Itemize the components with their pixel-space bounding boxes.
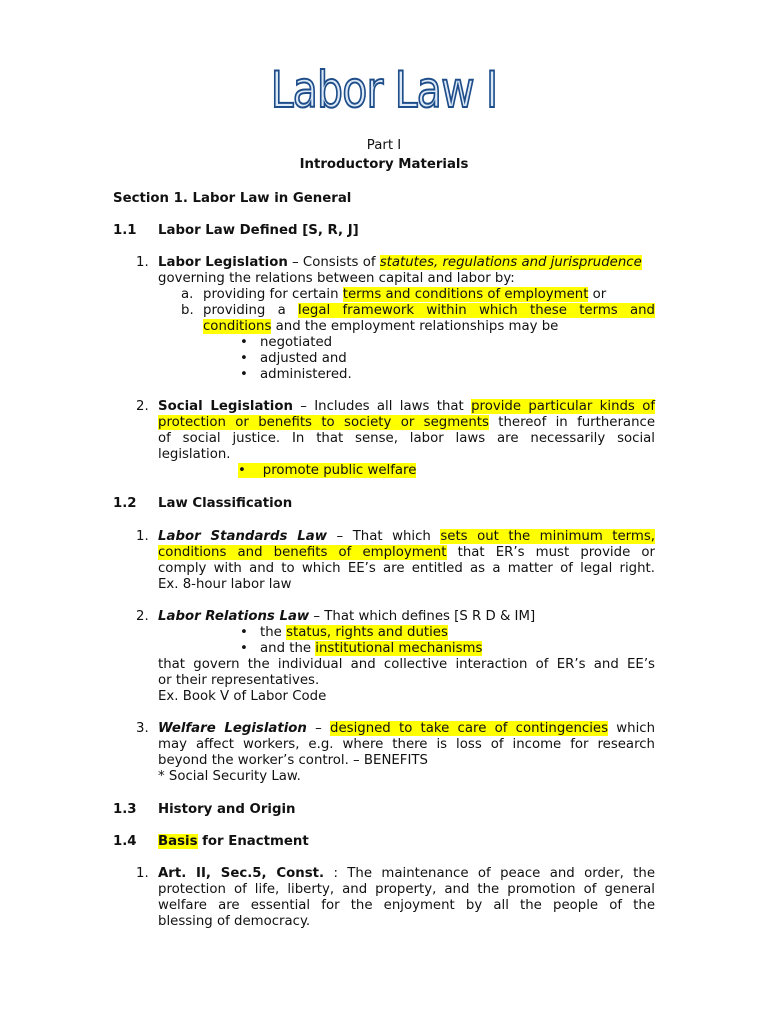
sub-item <box>203 287 606 303</box>
subsection-title <box>158 834 309 850</box>
text: – <box>306 721 331 736</box>
text-line: governing the relations between capital and labor by: <box>158 271 515 286</box>
highlight: sets out the minimum terms, <box>440 529 656 544</box>
term: Labor Standards Law <box>158 529 328 544</box>
text: – Consists of <box>287 255 380 270</box>
text-line: protection of life, liberty, and property, and the promotion of general <box>158 882 655 897</box>
highlight: conditions and benefits of employment <box>158 545 447 560</box>
text-line <box>158 415 655 431</box>
list-item <box>158 609 535 625</box>
text-line: may affect workers, e.g. where there is loss of income for research <box>158 737 655 752</box>
text: for Enactment <box>197 834 309 849</box>
sub-item-cont <box>203 319 558 335</box>
text-line: Ex. 8-hour labor law <box>158 577 292 592</box>
highlight: institutional mechanisms <box>315 641 483 656</box>
term: Welfare Legislation <box>158 721 307 736</box>
highlight: Basis <box>158 834 198 849</box>
term: Labor Relations Law <box>158 609 310 624</box>
subsection-number: 1.2 <box>113 496 137 511</box>
text-line: Ex. Book V of Labor Code <box>158 689 327 704</box>
highlight: • promote public welfare <box>238 463 417 478</box>
item-number: 2. <box>136 609 149 624</box>
text-line: of social justice. In that sense, labor laws are necessarily social <box>158 431 655 446</box>
sub-item-label: a. <box>181 287 194 302</box>
text: – Includes all laws that <box>292 399 472 414</box>
subsection-title: Law Classification <box>158 496 293 511</box>
text: which <box>608 721 655 736</box>
bullet-item: • administered. <box>260 367 352 383</box>
text: or <box>588 287 607 302</box>
highlight: terms and conditions of employment <box>342 287 589 302</box>
text-line: * Social Security Law. <box>158 769 301 784</box>
text: the <box>260 625 287 640</box>
highlight: designed to take care of contingencies <box>330 721 609 736</box>
bullet-item <box>238 463 416 479</box>
list-item <box>158 866 655 882</box>
text: : The maintenance of peace and order, the <box>324 866 656 881</box>
text: thereof in furtherance <box>488 415 655 430</box>
text-line: welfare are essential for the enjoyment by all the people of the <box>158 898 655 913</box>
text-line <box>158 545 655 561</box>
list-item <box>158 529 655 545</box>
text: – That which <box>327 529 441 544</box>
item-number: 1. <box>136 529 149 544</box>
item-number: 2. <box>136 399 149 414</box>
bullet-item <box>260 625 448 641</box>
text-line: beyond the worker’s control. – BENEFITS <box>158 753 428 768</box>
text-line: that govern the individual and collective interaction of ER’s and EE’s <box>158 657 655 672</box>
subsection-number: 1.3 <box>113 802 137 817</box>
text: providing for certain <box>203 287 343 302</box>
text: and the employment relationships may be <box>271 319 559 334</box>
list-item <box>158 255 642 271</box>
text: – That which defines [S R D & IM] <box>309 609 536 624</box>
term: Social Legislation <box>158 399 293 414</box>
term: Labor Legislation <box>158 255 288 270</box>
bullet-item <box>260 641 482 657</box>
part-title: Introductory Materials <box>299 157 469 172</box>
highlight: provide particular kinds of <box>471 399 656 414</box>
bullet-item: • negotiated <box>260 335 332 351</box>
text-line: blessing of democracy. <box>158 914 311 929</box>
highlight: protection or benefits to society or segments <box>158 415 489 430</box>
subsection-title: History and Origin <box>158 802 296 817</box>
section-heading: Section 1. Labor Law in General <box>113 191 352 206</box>
document-title: Labor Law I <box>270 61 498 119</box>
subsection-title: Labor Law Defined [S, R, J] <box>158 223 359 238</box>
text-line: legislation. <box>158 447 231 462</box>
sub-item-label: b. <box>181 303 194 318</box>
text: promote public welfare <box>262 463 417 478</box>
highlight: conditions <box>203 319 272 334</box>
highlight: status, rights and duties <box>286 625 448 640</box>
item-number: 1. <box>136 866 149 881</box>
text: and the <box>260 641 316 656</box>
text: providing a <box>203 303 299 318</box>
subsection-number: 1.4 <box>113 834 137 849</box>
text-line: comply with and to which EE’s are entitled as a matter of legal right. <box>158 561 655 576</box>
sub-item <box>203 303 655 319</box>
term: Art. II, Sec.5, Const. <box>158 866 325 881</box>
list-item <box>158 721 655 737</box>
item-number: 1. <box>136 255 149 270</box>
list-item <box>158 399 655 415</box>
item-number: 3. <box>136 721 149 736</box>
highlight: statutes, regulations and jurisprudence <box>379 255 642 270</box>
text: that ER’s must provide or <box>446 545 655 560</box>
bullet-item: • adjusted and <box>260 351 347 367</box>
text-line: or their representatives. <box>158 673 320 688</box>
part-label: Part I <box>366 138 402 153</box>
subsection-number: 1.1 <box>113 223 137 238</box>
highlight: legal framework within which these terms and <box>298 303 655 318</box>
